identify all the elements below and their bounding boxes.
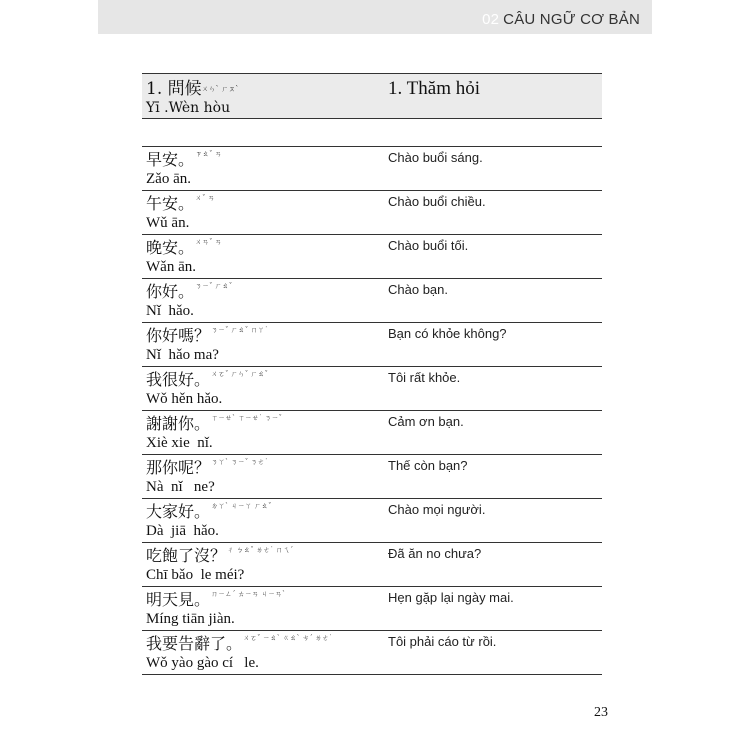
phrase-chinese [146, 414, 382, 453]
phrase-row [142, 543, 602, 587]
phrase-hanzi: 明天見。ㄇㄧㄥˊ ㄊㄧㄢ ㄐㄧㄢˋ [146, 590, 286, 609]
phrase-row [142, 279, 602, 323]
phrase-zhuyin: ㄇㄧㄥˊ ㄊㄧㄢ ㄐㄧㄢˋ [211, 590, 286, 598]
phrase-hanzi: 吃飽了沒？ㄔ ㄅㄠˇ ㄌㄜ˙ ㄇㄟˊ [146, 546, 294, 565]
phrase-hanzi: 晚安。ㄨㄢˇ ㄢ [146, 238, 222, 257]
phrase-zhuyin: ㄨㄛˇ ㄧㄠˋ ㄍㄠˋ ㄘˊ ㄌㄜ˙ [243, 634, 333, 642]
phrase-pinyin: Dà jiā hǎo. [146, 523, 219, 539]
phrase-translation: Hẹn gặp lại ngày mai. [388, 590, 514, 605]
phrase-zhuyin: ㄨㄢˇ ㄢ [195, 238, 222, 246]
phrase-translation: Chào bạn. [388, 282, 448, 297]
phrase-hanzi: 大家好。ㄉㄚˋ ㄐㄧㄚ ㄏㄠˇ [146, 502, 272, 521]
phrase-chinese [146, 238, 382, 277]
phrase-hanzi: 早安。ㄗㄠˇ ㄢ [146, 150, 222, 169]
phrase-row [142, 147, 602, 191]
phrase-chinese [146, 634, 382, 673]
phrase-hanzi: 你好。ㄋㄧˇ ㄏㄠˇ [146, 282, 233, 301]
phrase-pinyin: Nǐ hǎo ma? [146, 347, 219, 363]
phrase-translation: Bạn có khỏe không? [388, 326, 507, 341]
phrase-chinese [146, 502, 382, 541]
phrase-hanzi: 你好嗎？ㄋㄧˇ ㄏㄠˇ ㄇㄚ˙ [146, 326, 268, 345]
phrase-zhuyin: ㄗㄠˇ ㄢ [195, 150, 222, 158]
phrase-pinyin: Wǒ hěn hǎo. [146, 391, 223, 407]
phrase-pinyin: Nǐ hǎo. [146, 303, 194, 319]
phrase-pinyin: Zǎo ān. [146, 171, 191, 187]
phrase-translation: Chào mọi người. [388, 502, 486, 517]
page-number: 23 [594, 705, 608, 720]
phrase-rows [142, 147, 602, 675]
section-title-row [142, 73, 602, 119]
phrase-zhuyin: ㄉㄚˋ ㄐㄧㄚ ㄏㄠˇ [211, 502, 272, 510]
phrase-row [142, 367, 602, 411]
phrase-pinyin: Wǎn ān. [146, 259, 196, 275]
phrase-chinese [146, 370, 382, 409]
phrase-chinese [146, 326, 382, 365]
phrase-chinese [146, 150, 382, 189]
phrase-row [142, 631, 602, 675]
phrase-row [142, 191, 602, 235]
phrase-row [142, 235, 602, 279]
phrase-row [142, 455, 602, 499]
phrase-translation: Đã ăn no chưa? [388, 546, 482, 561]
phrase-translation: Chào buổi chiều. [388, 194, 486, 209]
chapter-header [98, 0, 652, 34]
phrase-zhuyin: ㄋㄧˇ ㄏㄠˇ [195, 282, 233, 290]
phrase-row [142, 323, 602, 367]
phrase-zhuyin: ㄨˇ ㄢ [195, 194, 215, 202]
phrase-row [142, 499, 602, 543]
phrase-pinyin: Chī bǎo le méi? [146, 567, 245, 583]
phrase-chinese [146, 458, 382, 497]
phrase-table [142, 73, 602, 675]
phrase-translation: Tôi rất khỏe. [388, 370, 461, 385]
section-title-left [146, 80, 382, 117]
section-title-translation: 1. Thăm hỏi [388, 78, 481, 99]
phrase-translation: Chào buổi tối. [388, 238, 469, 253]
phrase-translation: Cảm ơn bạn. [388, 414, 464, 429]
phrase-hanzi: 那你呢？ㄋㄚˋ ㄋㄧˇ ㄋㄜ˙ [146, 458, 268, 477]
phrase-hanzi: 我要告辭了。ㄨㄛˇ ㄧㄠˋ ㄍㄠˋ ㄘˊ ㄌㄜ˙ [146, 634, 333, 653]
phrase-pinyin: Wǔ ān. [146, 215, 190, 231]
phrase-pinyin: Xiè xie nǐ. [146, 435, 213, 451]
phrase-zhuyin: ㄒㄧㄝˋ ㄒㄧㄝ˙ ㄋㄧˇ [211, 414, 282, 422]
phrase-row [142, 411, 602, 455]
phrase-zhuyin: ㄔ ㄅㄠˇ ㄌㄜ˙ ㄇㄟˊ [227, 546, 294, 554]
phrase-zhuyin: ㄋㄧˇ ㄏㄠˇ ㄇㄚ˙ [211, 326, 268, 334]
section-title-pinyin: Yī .Wèn hòu [146, 100, 231, 116]
chapter-number: 02 [482, 11, 500, 28]
phrase-pinyin: Wǒ yào gào cí le. [146, 655, 259, 671]
phrase-row [142, 587, 602, 631]
section-title-zhuyin: ㄨㄣˋ ㄏㄡˋ [201, 85, 239, 93]
spacer-row [142, 119, 602, 147]
phrase-zhuyin: ㄨㄛˇ ㄏㄣˇ ㄏㄠˇ [211, 370, 268, 378]
phrase-chinese [146, 194, 382, 233]
phrase-pinyin: Nà nǐ ne? [146, 479, 215, 495]
phrase-translation: Tôi phải cáo từ rồi. [388, 634, 497, 649]
phrase-hanzi: 午安。ㄨˇ ㄢ [146, 194, 215, 213]
phrase-hanzi: 我很好。ㄨㄛˇ ㄏㄣˇ ㄏㄠˇ [146, 370, 268, 389]
phrase-pinyin: Míng tiān jiàn. [146, 611, 235, 627]
section-title-hanzi: 1. 問候$^{ㄨㄣˋ ㄏㄡˋ}$ [146, 79, 239, 99]
phrase-chinese [146, 546, 382, 585]
chapter-label [482, 11, 640, 28]
phrase-chinese [146, 282, 382, 321]
chapter-title: CÂU NGỮ CƠ BẢN [503, 11, 640, 28]
phrase-hanzi: 謝謝你。ㄒㄧㄝˋ ㄒㄧㄝ˙ ㄋㄧˇ [146, 414, 282, 433]
phrase-chinese [146, 590, 382, 629]
phrase-translation: Chào buổi sáng. [388, 150, 483, 165]
phrase-zhuyin: ㄋㄚˋ ㄋㄧˇ ㄋㄜ˙ [211, 458, 268, 466]
phrase-translation: Thế còn bạn? [388, 458, 468, 473]
